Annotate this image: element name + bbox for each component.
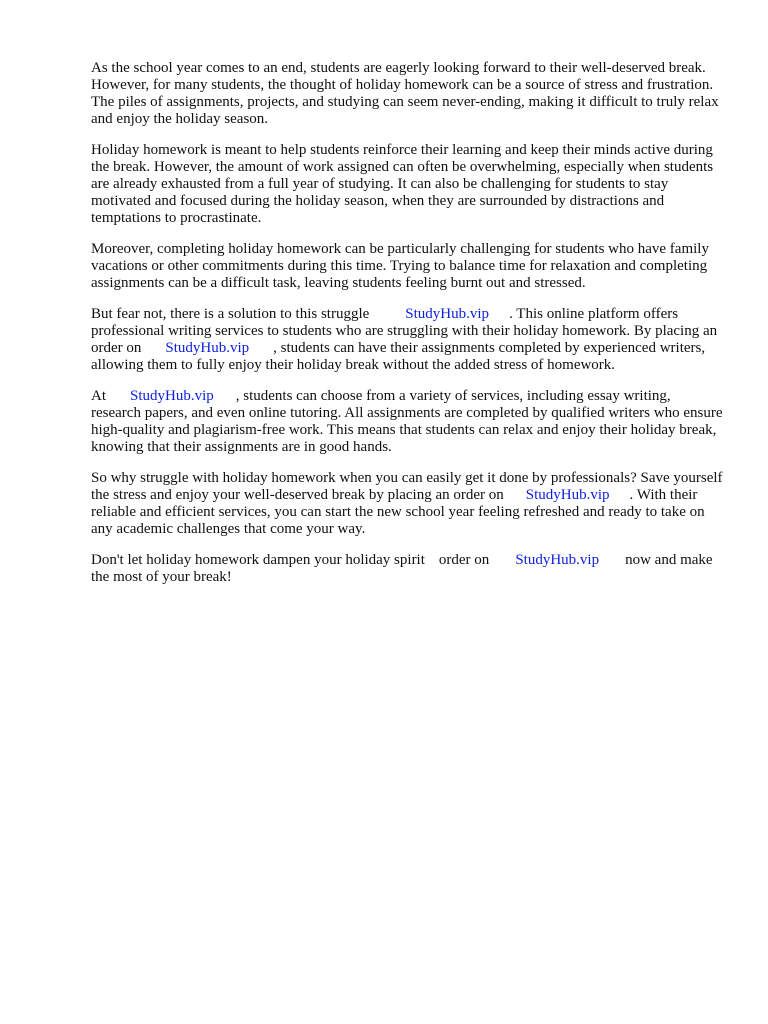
paragraph-purpose: Holiday homework is meant to help students reinforce their learning and keep their minds active during the break. However, the amount of work assigned can often be overwhelming, especially when students are already exhausted from a full year of studying. It can also be challenging for students to stay motivated and focused during the holiday season, when they are surrounded by distractions and temptations to procrastinate. bbox=[91, 142, 714, 226]
cta-text-1: So why struggle with holiday homework when you can easily get it done by professionals? Save yourself the stress and enjoy your well-deserved break by placing an order on bbox=[91, 470, 723, 503]
document-body bbox=[91, 60, 723, 600]
services-text-2: , students can choose from a variety of services, including essay writing, research papers, and even online tutoring. All assignments are completed by qualified writers who ensure high-quality and plagiarism-free work. This means that students can relax and enjoy their holiday break, knowing that their assignments are in good hands. bbox=[91, 388, 723, 455]
solution-text-2: . This online platform offers professional writing services to students who are struggling with their holiday homework. By placing an order on bbox=[91, 306, 718, 356]
studyhub-link-2[interactable]: StudyHub.vip bbox=[165, 340, 250, 356]
services-text-1: At bbox=[91, 388, 106, 404]
solution-text-1: But fear not, there is a solution to this struggle bbox=[91, 306, 370, 322]
paragraph-services bbox=[91, 388, 723, 456]
studyhub-link-5[interactable]: StudyHub.vip bbox=[515, 552, 600, 568]
closing-text-3: now and make the most of your break! bbox=[91, 552, 713, 585]
closing-text-2: order on bbox=[438, 552, 490, 568]
studyhub-link-1[interactable]: StudyHub.vip bbox=[405, 306, 490, 322]
paragraph-solution bbox=[91, 306, 723, 374]
paragraph-closing bbox=[91, 552, 723, 586]
paragraph-intro: As the school year comes to an end, students are eagerly looking forward to their well-deserved break. However, for many students, the thought of holiday homework can be a source of stress and frustration. The piles of assignments, projects, and studying can seem never-ending, making it difficult to truly relax and enjoy the holiday season. bbox=[91, 60, 719, 127]
paragraph-challenges: Moreover, completing holiday homework can be particularly challenging for students who have family vacations or other commitments during this time. Trying to balance time for relaxation and completing assignments can be a difficult task, leaving students feeling burnt out and stressed. bbox=[91, 241, 709, 291]
studyhub-link-3[interactable]: StudyHub.vip bbox=[130, 388, 214, 404]
closing-text-1: Don't let holiday homework dampen your holiday spirit bbox=[91, 552, 425, 568]
studyhub-link-4[interactable]: StudyHub.vip bbox=[525, 487, 610, 503]
cta-text-2: . With their reliable and efficient services, you can start the new school year feeling refreshed and ready to take on any academic challenges that come your way. bbox=[91, 487, 705, 537]
solution-text-3: , students can have their assignments completed by experienced writers, allowing them to fully enjoy their holiday break without the added stress of homework. bbox=[91, 340, 706, 373]
paragraph-call-to-action bbox=[91, 470, 723, 538]
